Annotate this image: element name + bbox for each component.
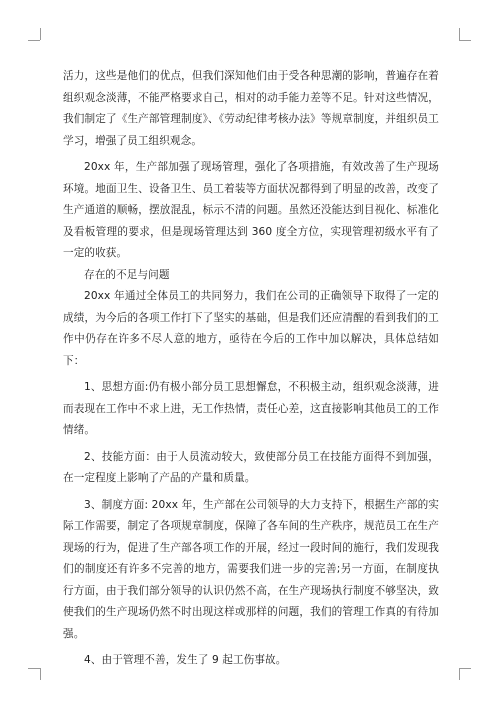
crop-mark-bottom-left-h [28,668,40,669]
crop-mark-bottom-right-h [459,668,471,669]
document-body [63,66,439,672]
list-item-system: 3、制度方面: 20xx 年，生产部在公司领导的大力支持下，根据生产部的实际工作需要，制定了各项规章制度，保障了各车间的生产秩序，规范员工在生产现场的行为，促进了生产部各项工作的开展，经过一段时间的施行，我们发现我们的制度还有许多不完善的地方，需要我们进一步的完善;另一方面，在制度执行方面，由于我们部分领导的认识仍然不高，在生产现场执行制度不够坚决，致使我们的生产现场仍然不时出现这样或那样的问题，我们的管理工作真的有待加强。 [63,498,439,640]
list-item-accidents: 4、由于管理不善，发生了 9 起工伤事故。 [84,654,287,666]
paragraph-site-management: 20xx 年，生产部加强了现场管理，强化了各项措施，有效改善了生产现场环境。地面卫生、设备卫生、员工着装等方面状况都得到了明显的改善，改变了生产通道的顺畅，摆放混乱，标示不清的问题。虽然还没能达到目视化、标准化及看板管理的要求，但是现场管理达到 360 度全方位，实现管理初级水平有了一定的收获。 [63,161,439,259]
list-item-skills: 2、技能方面：由于人员流动较大，致使部分员工在技能方面得不到加强，在一定程度上影响了产品的产量和质量。 [63,450,439,484]
crop-mark-top-left-v [40,28,41,40]
crop-mark-top-right-v [459,28,460,40]
section-heading: 存在的不足与问题 [84,268,170,281]
paragraph-continued: 活力，这些是他们的优点，但我们深知他们由于受各种思潮的影响，普遍存在着组织观念淡薄，不能严格要求自己，相对的动手能力差等不足。针对这些情况，我们制定了《生产部管理制度》、《劳动纪律考核办法》等规章制度，并组织员工学习，增强了员工组织观念。 [63,70,439,147]
paragraph-summary: 20xx 年通过全体员工的共同努力，我们在公司的正确领导下取得了一定的成绩，为今后的各项工作打下了坚实的基础，但是我们还应清醒的看到我们的工作中仍存在许多不尽人意的地方，亟待在今后的工作中加以解决，具体总结如下： [63,290,439,367]
crop-mark-bottom-left-v [40,668,41,680]
crop-mark-bottom-right-v [459,668,460,680]
crop-mark-top-left-h [28,40,40,41]
crop-mark-top-right-h [459,40,471,41]
list-item-thinking: 1、思想方面:仍有极小部分员工思想懈怠，不积极主动，组织观念淡薄，进而表现在工作中不求上进，无工作热情，责任心差，这直接影响其他员工的工作情绪。 [63,381,439,436]
